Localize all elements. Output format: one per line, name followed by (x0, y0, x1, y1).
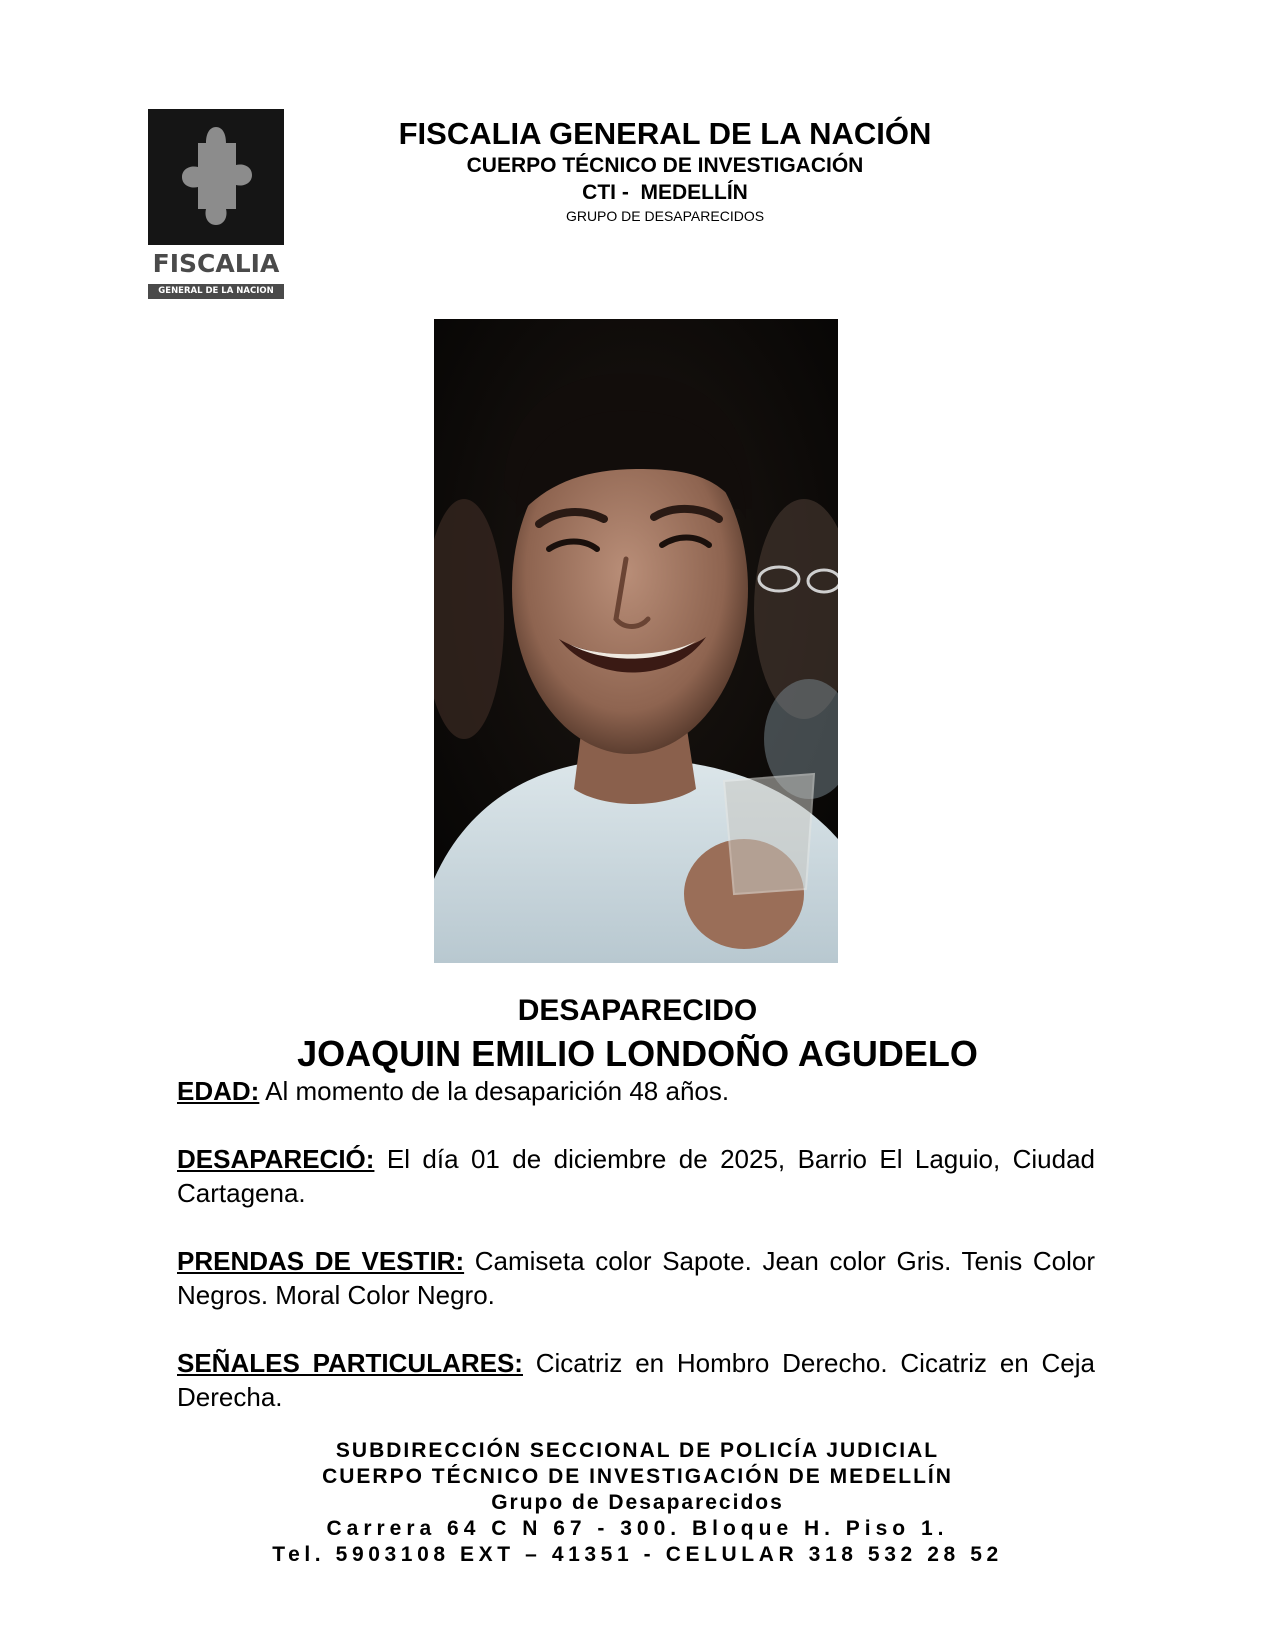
document-header (300, 116, 1030, 226)
detail-clothing-text: Camiseta color Sapote. Jean color Gris. Tenis Color Negros. Moral Color Negro. (177, 1246, 1096, 1310)
puzzle-piece-icon (148, 109, 284, 245)
person-details (177, 1074, 1095, 1448)
footer-line-1: SUBDIRECCIÓN SECCIONAL DE POLICÍA JUDICIAL (335, 1439, 940, 1462)
header-group: GRUPO DE DESAPARECIDOS (565, 208, 765, 224)
detail-marks-text: Cicatriz en Hombro Derecho. Cicatriz en Ceja Derecha. (177, 1348, 1095, 1412)
header-subtitle: CUERPO TÉCNICO DE INVESTIGACIÓN (466, 154, 864, 177)
detail-age (177, 1074, 1095, 1108)
missing-status-heading: DESAPARECIDO (517, 994, 758, 1027)
detail-clothing-label: PRENDAS DE VESTIR: (177, 1246, 465, 1276)
footer-phone: Tel. 5903108 EXT – 41351 - CELULAR 318 532 28 52 (272, 1543, 1003, 1566)
detail-age-label: EDAD: (177, 1076, 260, 1106)
detail-disappeared-label: DESAPARECIÓ: (177, 1144, 375, 1174)
footer-line-3: Grupo de Desaparecidos (491, 1491, 784, 1514)
detail-disappeared (177, 1142, 1095, 1210)
footer-address: Carrera 64 C N 67 - 300. Bloque H. Piso 1. (326, 1517, 949, 1540)
detail-age-text: Al momento de la desaparición 48 años. (259, 1076, 730, 1106)
detail-marks-label: SEÑALES PARTICULARES: (177, 1348, 523, 1378)
fiscalia-logo (148, 109, 284, 301)
footer-line-2: CUERPO TÉCNICO DE INVESTIGACIÓN DE MEDELLÍN (322, 1465, 953, 1488)
detail-marks (177, 1346, 1095, 1414)
missing-person-name: JOAQUIN EMILIO LONDOÑO AGUDELO (297, 1033, 978, 1074)
contact-footer (0, 1438, 1275, 1568)
logo-emblem (148, 109, 284, 245)
person-portrait-image (434, 319, 838, 963)
logo-wordmark: FISCALIA (152, 249, 280, 278)
missing-person-photo (434, 319, 838, 963)
logo-subtitle: GENERAL DE LA NACION (148, 284, 284, 299)
detail-clothing (177, 1244, 1095, 1312)
header-office: CTI - MEDELLÍN (582, 181, 748, 204)
detail-disappeared-text: El día 01 de diciembre de 2025, Barrio El Laguio, Ciudad Cartagena. (177, 1144, 1095, 1208)
header-title: FISCALIA GENERAL DE LA NACIÓN (398, 116, 932, 151)
